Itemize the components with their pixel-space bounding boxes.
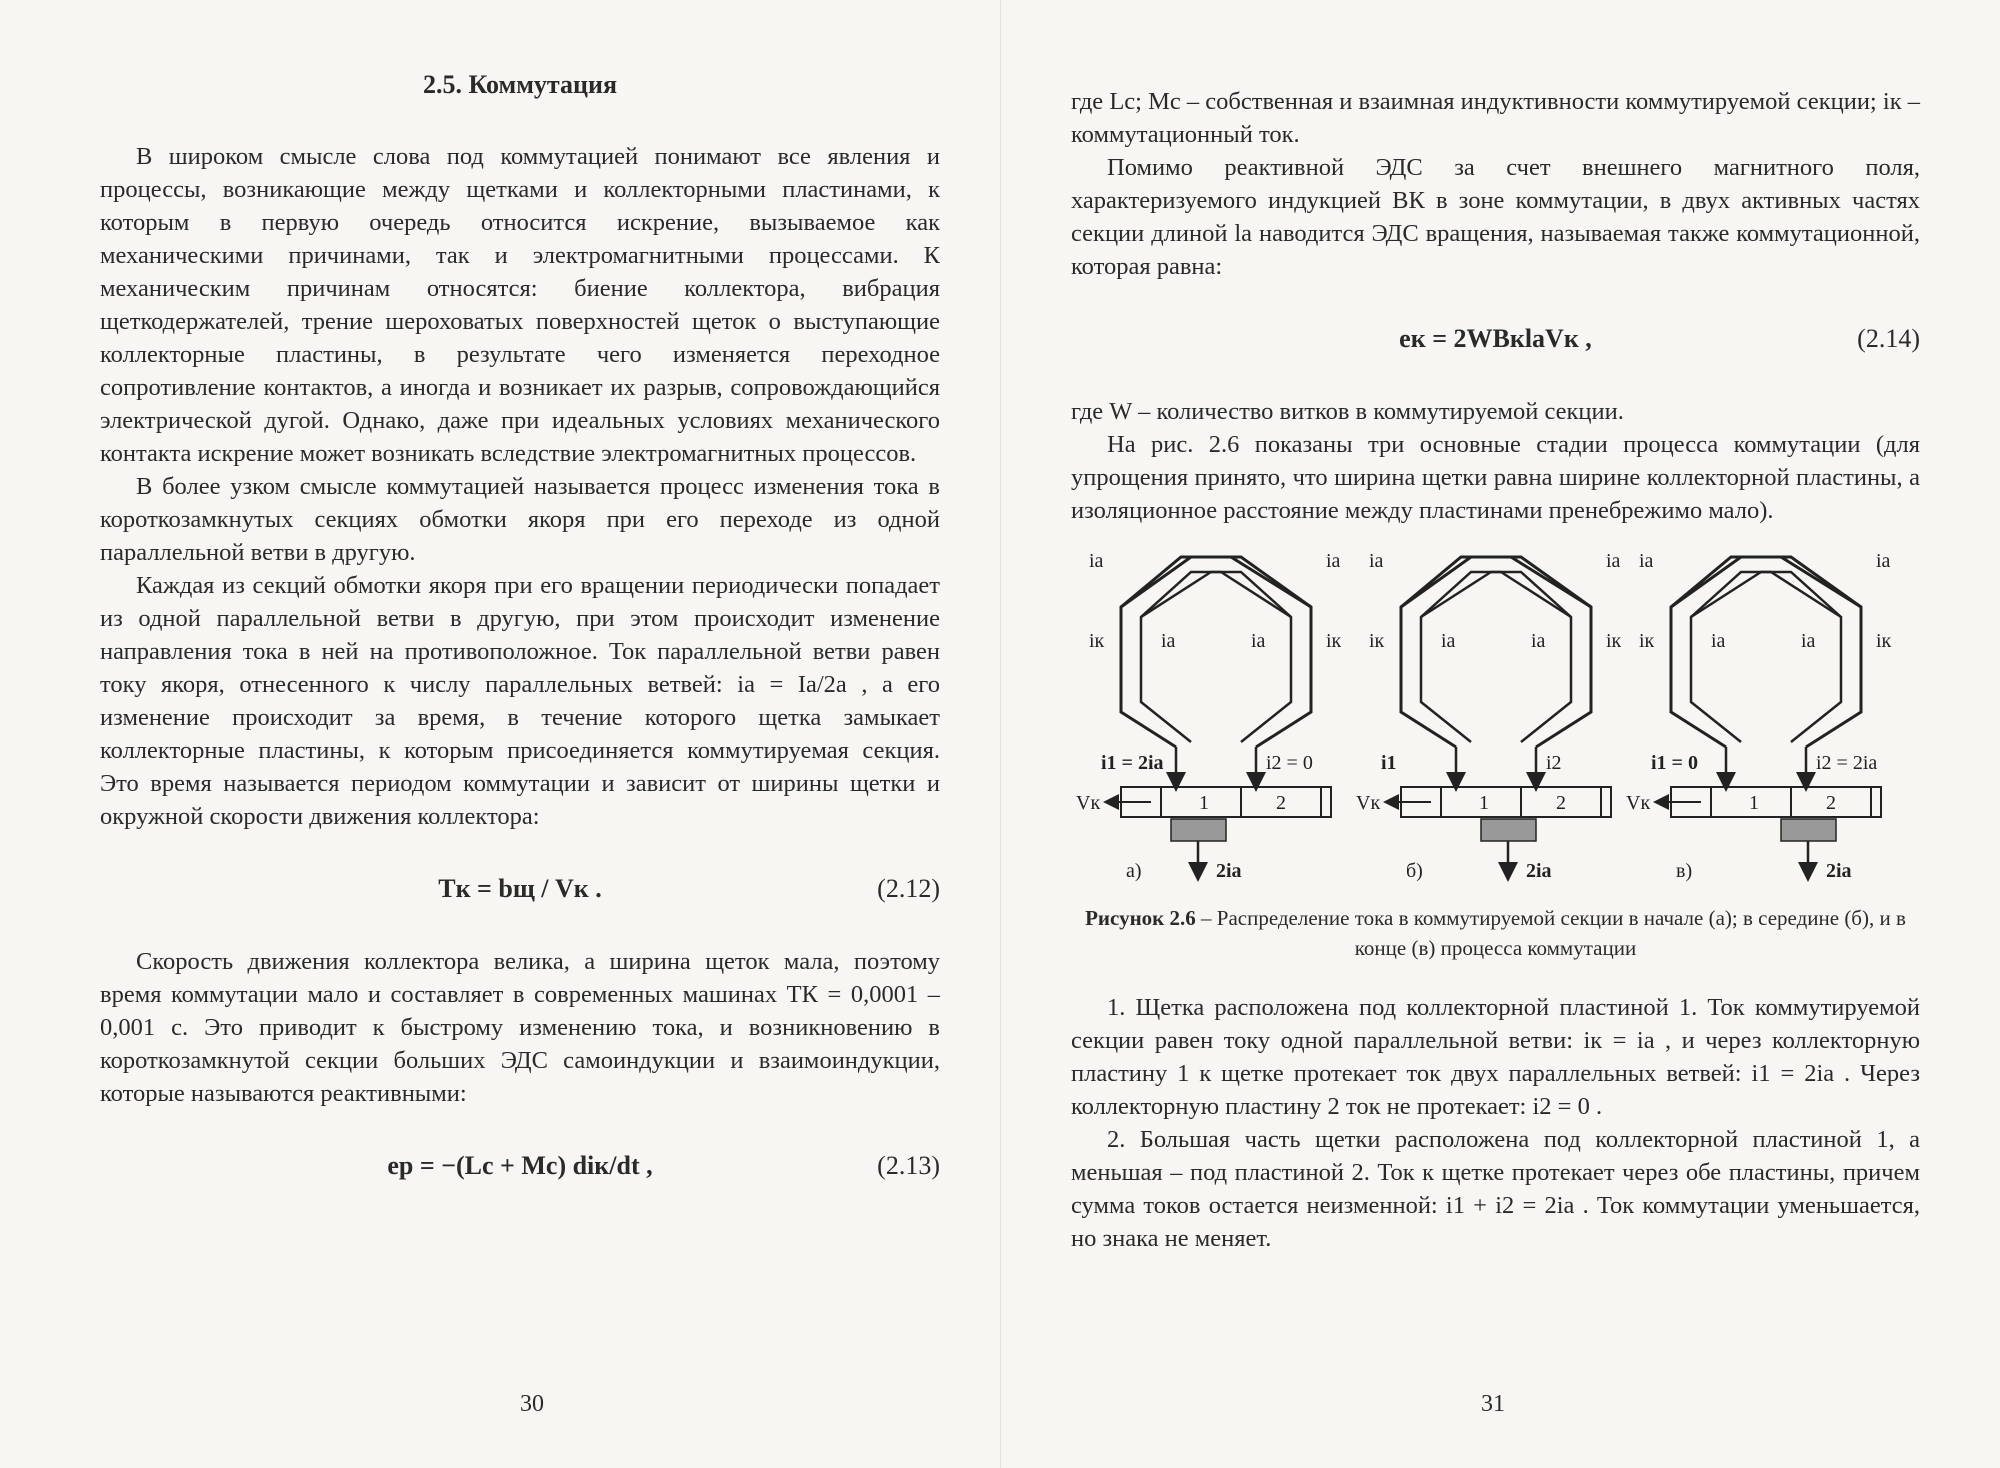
paragraph: где W – количество витков в коммутируемой секции. (1071, 398, 1624, 425)
i2-label: i2 = 0 (1266, 752, 1313, 774)
paragraph: 1. Щетка расположена под коллекторной пластиной 1. Ток коммутируемой секции равен току одной параллельной ветви: iк = iа , и через коллекторную пластину 1 к щетке протекает ток двух параллельных ветвей: i1 = 2iа . Через коллекторную пластину 2 ток не протекает: i2 = 0 . (1071, 994, 1920, 1120)
brush (1481, 819, 1536, 841)
plate-2-label: 2 (1556, 792, 1566, 814)
winding-outer (1401, 557, 1591, 747)
i2-label: i2 (1546, 752, 1562, 774)
winding-outer (1671, 557, 1861, 747)
paragraph: В широком смысле слова под коммутацией понимают все явления и процессы, возникающие между щетками и коллекторными пластинами, к которым в первую очередь относится искрение, вызываемое как механическими причинами, так и электромагнитными процессами. К механическим причинам относятся: биение коллектора, вибрация щеткодержателей, трение шероховатых поверхностей щеток о выступающие коллекторные пластины, в результате чего изменяется переходное сопротивление контактов, а иногда и возникает их разрыв, сопровождающийся электрической дугой. Однако, даже при идеальных условиях механического контакта искрение может возникать вследствие электромагнитных процессов. (100, 143, 940, 467)
plate-1-label: 1 (1749, 792, 1759, 814)
plate-2-label: 2 (1826, 792, 1836, 814)
i1-label: i1 = 2iа (1101, 752, 1164, 774)
ik-label: iк (1639, 630, 1655, 652)
figure-panel-b (1356, 550, 1622, 882)
ia-label: iа (1441, 630, 1456, 652)
paragraph: В более узком смысле коммутацией называется процесс изменения тока в короткозамкнутых секциях обмотки якоря при его переходе из одной параллельной ветви в другую. (100, 473, 940, 566)
ia-label: iа (1161, 630, 1176, 652)
formula-number: (2.13) (877, 1151, 940, 1180)
section-title: 2.5. Коммутация (422, 70, 618, 99)
panel-label: б) (1406, 860, 1423, 882)
ia-label: iа (1711, 630, 1726, 652)
plate-1-label: 1 (1479, 792, 1489, 814)
ik-label: iк (1369, 630, 1385, 652)
paragraph: Скорость движения коллектора велика, а ширина щеток мала, поэтому время коммутации мало и составляет в современных машинах TК = 0,0001 – 0,001 с. Это приводит к быстрому изменению тока, и возникновению в короткозамкнутой секции больших ЭДС самоиндукции и взаимоиндукции, которые называются реактивными: (100, 948, 940, 1107)
collector-strip (1121, 787, 1331, 817)
ia-label: iа (1089, 550, 1104, 572)
figure-panel-a (1076, 550, 1342, 882)
page-number: 31 (1481, 1391, 1505, 1417)
ik-label: iк (1876, 630, 1892, 652)
paragraph: Каждая из секций обмотки якоря при его вращении периодически попадает из одной параллельной ветви в другую, при этом происходит изменение направления тока в ней на противоположное. Ток параллельной ветви равен току якоря, отнесенного к числу параллельных ветвей: iа = Iа/2a , а его изменение происходит за время, в течение которого щетка замыкает коллекторные пластины, к которым присоединяется коммутируемая секция. Это время называется периодом коммутации и зависит от ширины щетки и окружной скорости движения коллектора: (100, 572, 940, 830)
formula-number: (2.12) (877, 874, 940, 903)
panel-label: а) (1126, 860, 1142, 882)
paragraph: На рис. 2.6 показаны три основные стадии процесса коммутации (для упрощения принято, что ширина щетки равна ширине коллекторной пластины, а изоляционное расстояние между пластинами пренебрежимо мало). (1071, 431, 1920, 524)
figure-panel-c (1626, 550, 1892, 882)
i2-label: i2 = 2iа (1816, 752, 1878, 774)
formula-2-14 (1071, 309, 1920, 369)
caption-text: – Распределение тока в коммутируемой секции в начале (а); в середине (б), и в конце (в) процесса коммутации (1195, 906, 1906, 960)
commutation-diagram (1071, 547, 1921, 897)
vk-label: Vк (1356, 792, 1381, 814)
formula-text: eр = −(Lс + Mс) diк/dt , (387, 1151, 653, 1180)
right-page (1000, 0, 2000, 1468)
plate-2-label: 2 (1276, 792, 1286, 814)
ik-label: iк (1326, 630, 1342, 652)
brush-current-label: 2iа (1216, 860, 1242, 882)
ik-label: iк (1089, 630, 1105, 652)
formula-2-12 (100, 859, 940, 919)
winding-outer (1121, 557, 1311, 747)
ik-label: iк (1606, 630, 1622, 652)
ia-label: iа (1639, 550, 1654, 572)
i1-label: i1 (1381, 752, 1397, 774)
paragraph: где Lс; Mс – собственная и взаимная индуктивности коммутируемой секции; iк – коммутационный ток. (1071, 88, 1920, 148)
panel-label: в) (1676, 860, 1693, 882)
ia-label: iа (1801, 630, 1816, 652)
brush-current-label: 2iа (1526, 860, 1552, 882)
figure-2-6 (1071, 547, 1920, 897)
figure-caption (1071, 903, 1920, 963)
formula-text: Tк = bщ / Vк . (438, 874, 602, 903)
brush-current-label: 2iа (1826, 860, 1852, 882)
ia-label: iа (1369, 550, 1384, 572)
brush (1171, 819, 1226, 841)
ia-label: iа (1326, 550, 1341, 572)
plate-1-label: 1 (1199, 792, 1209, 814)
collector-strip (1401, 787, 1611, 817)
ia-label: iа (1876, 550, 1891, 572)
ia-label: iа (1606, 550, 1621, 572)
formula-text: eк = 2WBкlаVк , (1399, 324, 1592, 353)
i1-label: i1 = 0 (1651, 752, 1698, 774)
ia-label: iа (1251, 630, 1266, 652)
formula-number: (2.14) (1857, 324, 1920, 353)
formula-2-13 (100, 1136, 940, 1196)
caption-label: Рисунок 2.6 (1085, 906, 1196, 930)
paragraph: 2. Большая часть щетки расположена под коллекторной пластиной 1, а меньшая – под пластиной 2. Ток к щетке протекает через обе пластины, причем сумма токов остается неизменной: i1 + i2 = 2iа . Ток коммутации уменьшается, но знака не меняет. (1071, 1126, 1920, 1252)
ia-label: iа (1531, 630, 1546, 652)
vk-label: Vк (1626, 792, 1651, 814)
collector-strip (1671, 787, 1881, 817)
page-number: 30 (520, 1391, 544, 1417)
brush (1781, 819, 1836, 841)
vk-label: Vк (1076, 792, 1101, 814)
paragraph: Помимо реактивной ЭДС за счет внешнего магнитного поля, характеризуемого индукцией BК в зоне коммутации, в двух активных частях секции длиной lа наводится ЭДС вращения, называемая также коммутационной, которая равна: (1071, 154, 1920, 280)
